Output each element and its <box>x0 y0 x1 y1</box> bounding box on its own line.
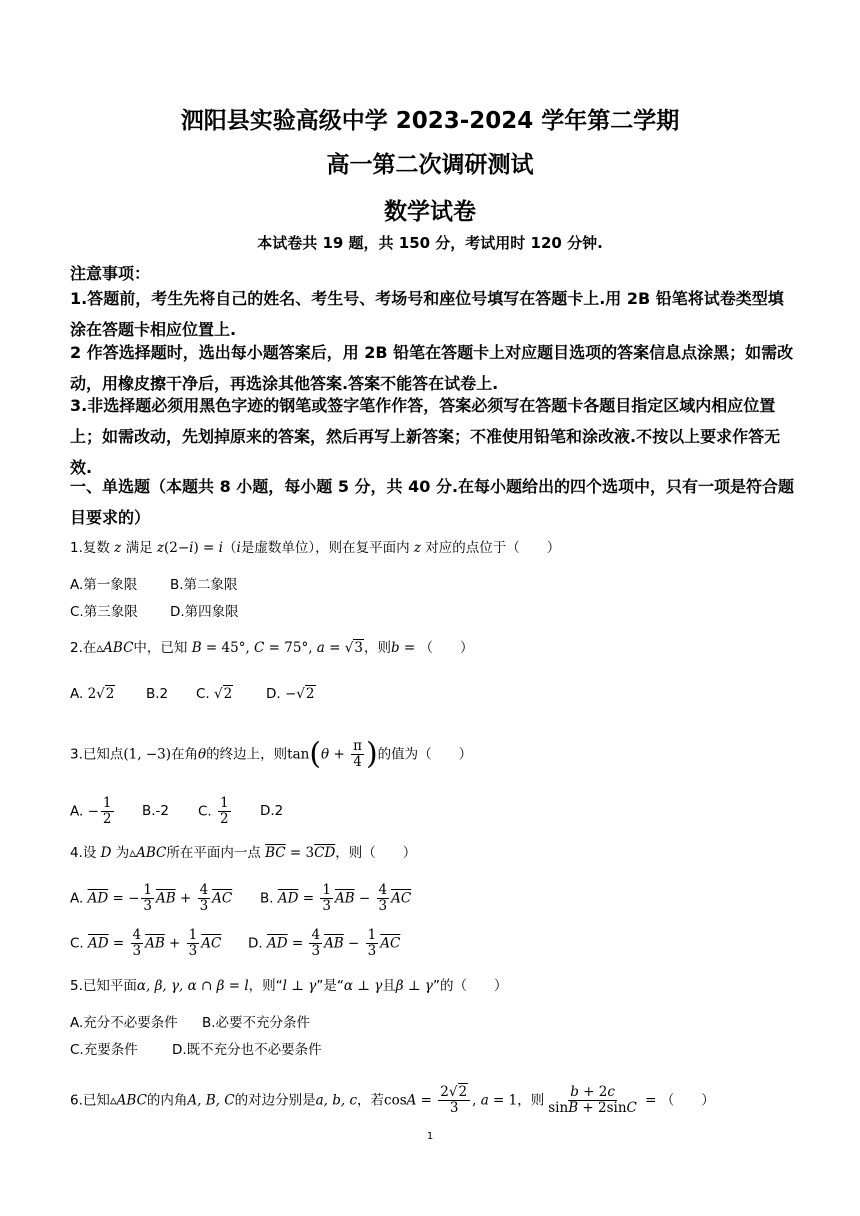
q5-option-a: A.充分不必要条件 <box>70 1015 178 1031</box>
question-3: 3.已知点(1, −3)在角θ的终边上，则tan(θ + $\frac{\pi}{4}$ )的值为（ ） <box>70 736 473 772</box>
section-heading-single-choice: 一、单选题（本题共 8 小题，每小题 5 分，共 40 分.在每小题给出的四个选项中，只有一项是符合题目要求的） <box>70 477 795 527</box>
exam-subject: 数学试卷 <box>384 199 476 225</box>
q2-option-b: B.2 <box>146 686 169 702</box>
question-6: 6.已知▵ABC的内角A, B, C的对边分别是a, b, c，若cosA = $\frac{2√2}{3}$ , a = 1，则 $\frac{b + 2c}{\sin B + 2\sin C}$ = （ ） <box>70 1084 715 1116</box>
q3-option-a: A. − $\frac{1}{2}$ <box>70 795 112 827</box>
notice-item-1: 1.答题前，考生先将自己的姓名、考生号、考场号和座位号填写在答题卡上.用 2B 铅笔将试卷类型填涂在答题卡相应位置上. <box>70 289 784 339</box>
q5-option-d: D.既不充分也不必要条件 <box>172 1042 322 1058</box>
exam-subtitle: 高一第二次调研测试 <box>326 152 534 178</box>
q4-option-a: A. $\overline{AD}$ = − $\frac{1}{3}$ $\overline{AB}$ + $\frac{4}{3}$ $\overline{AC}$ <box>70 882 233 914</box>
q5-option-c: C.充要条件 <box>70 1042 138 1058</box>
question-5-options-row-1 <box>70 1013 310 1033</box>
exam-title: 泗阳县实验高级中学 2023-2024 学年第二学期 <box>180 108 680 134</box>
question-5-options-row-2 <box>70 1040 322 1060</box>
notice-heading: 注意事项： <box>70 264 151 283</box>
q1-option-d: D.第四象限 <box>170 604 239 620</box>
question-4: 4.设 D 为▵ABC所在平面内一点 $\overline{BC} = 3\overline{CD}$，则（ ） <box>70 845 417 861</box>
q1-option-a: A.第一象限 <box>70 577 138 593</box>
notice-item-2: 2 作答选择题时，选出每小题答案后，用 2B 铅笔在答题卡上对应题目选项的答案信息点涂黑；如需改动，用橡皮擦干净后，再选涂其他答案.答案不能答在试卷上. <box>70 343 794 393</box>
q5-option-b: B.必要不充分条件 <box>202 1015 311 1031</box>
q1-option-c: C.第三象限 <box>70 604 138 620</box>
question-1-options-row-2 <box>70 602 239 622</box>
question-4-options-row-1 <box>70 883 411 914</box>
q2-option-c: C. √2 <box>196 686 233 702</box>
q3-option-c: C. $\frac{1}{2}$ <box>198 795 229 827</box>
question-4-options-row-2 <box>70 928 400 959</box>
question-5: 5.已知平面α, β, γ, α ∩ β = l，则“l ⊥ γ”是“α ⊥ γ且β ⊥ γ”的（ ） <box>70 978 508 994</box>
question-1: 1.复数 z 满足 z(2−i) = i（i是虚数单位），则在复平面内 z 对应的点位于（ ） <box>70 540 561 556</box>
q3-option-d: D.2 <box>260 803 284 820</box>
question-2: 2.在▵ABC中，已知 B = 45°, C = 75°, a = √3，则b = （ ） <box>70 640 474 656</box>
q3-option-b: B.-2 <box>142 803 170 820</box>
exam-summary: 本试卷共 19 题，共 150 分，考试用时 120 分钟. <box>257 234 603 252</box>
question-2-options <box>70 684 316 704</box>
q2-option-a: A. 2√2 <box>70 686 115 702</box>
page-number: 1 <box>426 1131 434 1142</box>
q4-option-d: D. $\overline{AD}$ = $\frac{4}{3}$ $\overline{AB}$ − $\frac{1}{3}$ $\overline{AC}$ <box>248 927 401 959</box>
q4-option-b: B. $\overline{AD}$ = $\frac{1}{3}$ $\overline{AB}$ − $\frac{4}{3}$ $\overline{AC}$ <box>260 882 412 914</box>
q1-option-b: B.第二象限 <box>170 577 238 593</box>
notice-item-3: 3.非选择题必须用黑色字迹的钢笔或签字笔作作答，答案必须写在答题卡各题目指定区域内相应位置上；如需改动，先划掉原来的答案，然后再写上新答案；不准使用铅笔和涂改液.不按以上要求作答无效. <box>70 396 781 477</box>
question-3-options <box>70 796 283 827</box>
q2-option-d: D. −√2 <box>266 686 315 702</box>
q4-option-c: C. $\overline{AD}$ = $\frac{4}{3}$ $\overline{AB}$ + $\frac{1}{3}$ $\overline{AC}$ <box>70 927 222 959</box>
question-1-options-row-1 <box>70 575 238 595</box>
